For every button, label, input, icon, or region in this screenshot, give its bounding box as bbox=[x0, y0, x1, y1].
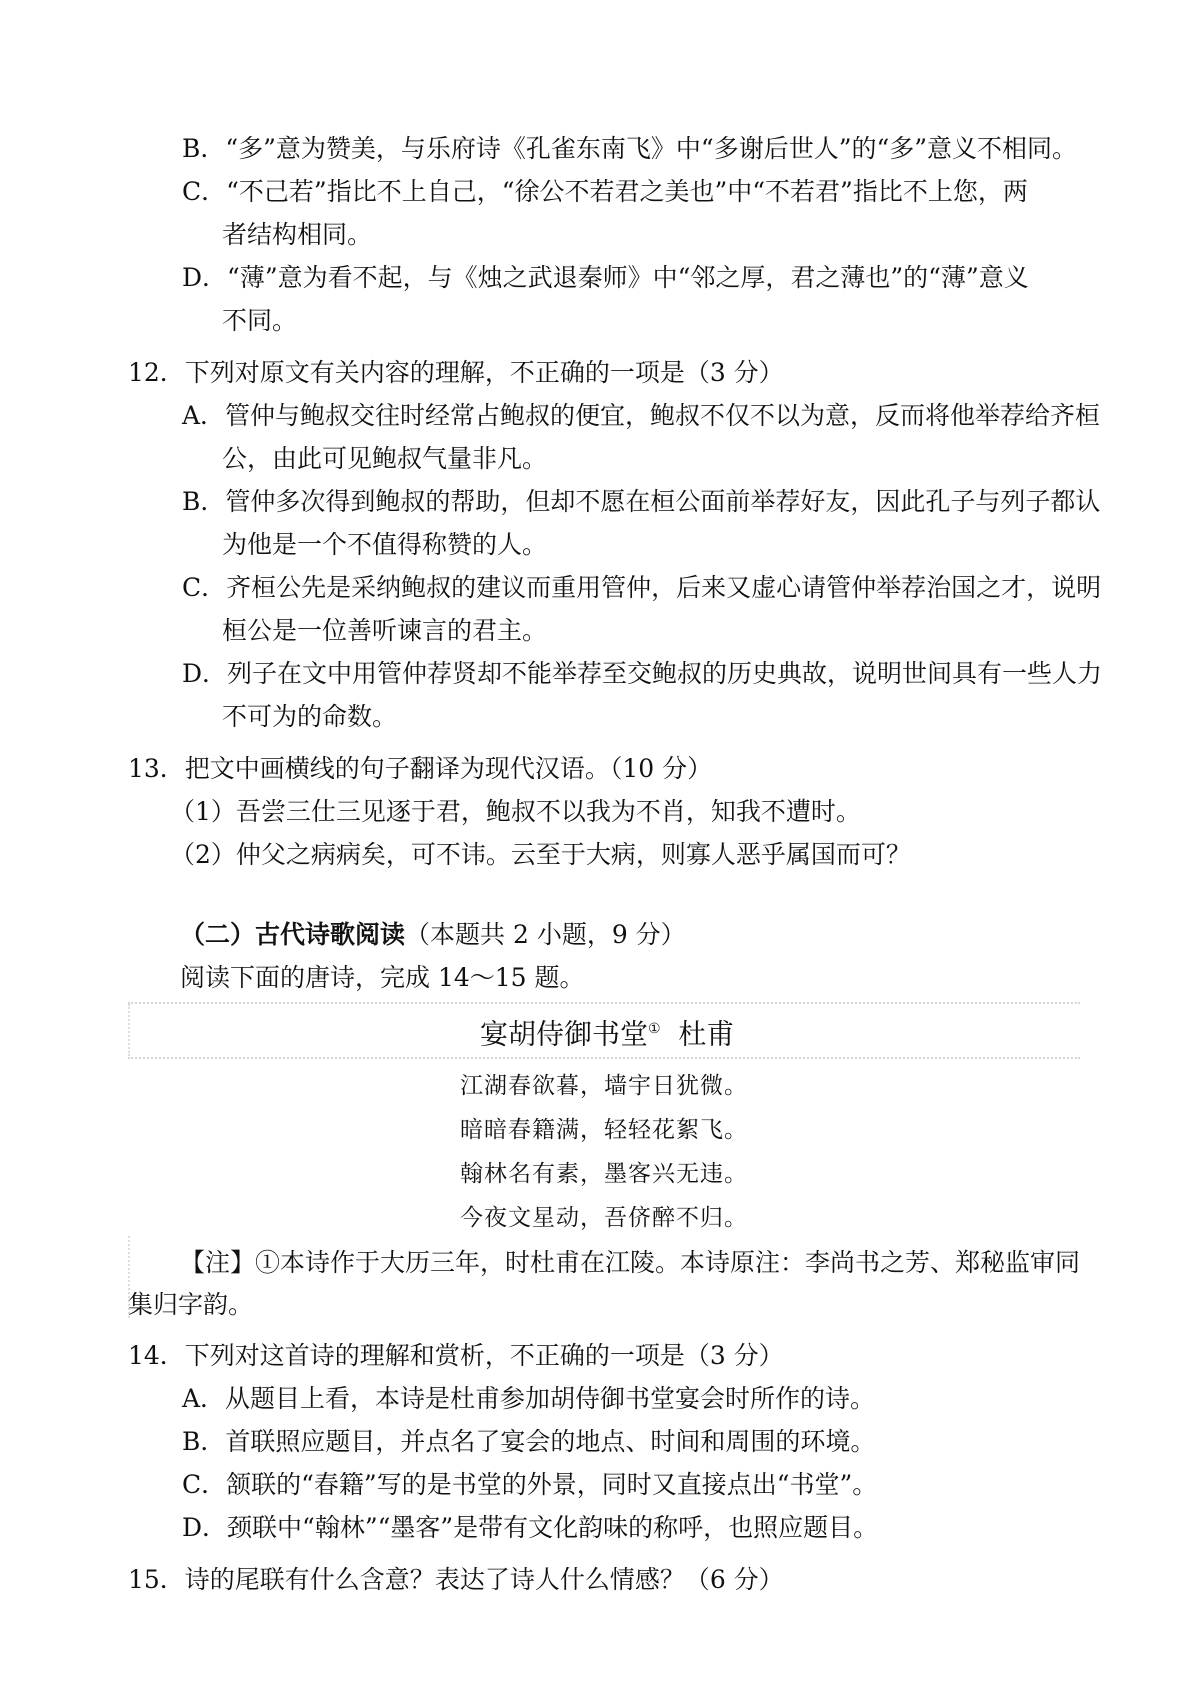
poem-note-cont: 集归字韵。 bbox=[128, 1290, 254, 1319]
q14-option-d: D．颈联中“翰林”“墨客”是带有文化韵味的称呼，也照应题目。 bbox=[182, 1513, 879, 1542]
q12-option-b: B．管仲多次得到鲍叔的帮助，但却不愿在桓公面前举荐好友，因此孔子与列子都认 bbox=[182, 487, 1101, 516]
q13-stem: 13．把文中画横线的句子翻译为现代汉语。（10 分） bbox=[128, 754, 713, 783]
poem-line: 今夜文星动，吾侪醉不归。 bbox=[460, 1205, 748, 1231]
q12-option-a-cont: 公，由此可见鲍叔气量非凡。 bbox=[222, 444, 548, 473]
section-title: （二）古代诗歌阅读 bbox=[180, 920, 406, 949]
q13-sentence-2: （2）仲父之病病矣，可不讳。云至于大病，则寡人恶乎属国而可？ bbox=[170, 840, 911, 869]
q13-sentence-1: （1）吾尝三仕三见逐于君，鲍叔不以我为不肖，知我不遭时。 bbox=[170, 797, 861, 826]
q12-option-a: A．管仲与鲍叔交往时经常占鲍叔的便宜，鲍叔不仅不以为意，反而将他举荐给齐桓 bbox=[182, 401, 1101, 430]
poem-note: 【注】①本诗作于大历三年，时杜甫在江陵。本诗原注：李尚书之芳、郑秘监审同 bbox=[180, 1248, 1081, 1277]
q11-option-c: C．“不己若”指比不上自己，“徐公不若君之美也”中“不若君”指比不上您，两 bbox=[182, 177, 1028, 206]
q12-stem: 12．下列对原文有关内容的理解，不正确的一项是（3 分） bbox=[128, 358, 784, 387]
poem-line: 江湖春欲暮，墙宇日犹微。 bbox=[460, 1073, 748, 1099]
q11-option-c-cont: 者结构相同。 bbox=[222, 220, 373, 249]
q14-option-b: B．首联照应题目，并点名了宴会的地点、时间和周围的环境。 bbox=[182, 1427, 876, 1456]
q14-option-a: A．从题目上看，本诗是杜甫参加胡侍御书堂宴会时所作的诗。 bbox=[182, 1384, 876, 1413]
divider bbox=[128, 1057, 1080, 1059]
q11-option-d-cont: 不同。 bbox=[222, 306, 298, 335]
poem-title bbox=[480, 1012, 734, 1051]
q12-option-c-cont: 桓公是一位善听谏言的君主。 bbox=[222, 616, 548, 645]
q14-option-c: C．颔联的“春籍”写的是书堂的外景，同时又直接点出“书堂”。 bbox=[182, 1470, 878, 1499]
q11-option-d: D．“薄”意为看不起，与《烛之武退秦师》中“邻之厚，君之薄也”的“薄”意义 bbox=[182, 263, 1029, 292]
q12-option-c: C．齐桓公先是采纳鲍叔的建议而重用管仲，后来又虚心请管仲举荐治国之才，说明 bbox=[182, 573, 1102, 602]
poem-author: 杜甫 bbox=[678, 1017, 735, 1051]
q14-stem: 14．下列对这首诗的理解和赏析，不正确的一项是（3 分） bbox=[128, 1341, 784, 1370]
q11-option-b: B．“多”意为赞美，与乐府诗《孔雀东南飞》中“多谢后世人”的“多”意义不相同。 bbox=[182, 134, 1078, 163]
divider bbox=[128, 1002, 1080, 1004]
section-intro: 阅读下面的唐诗，完成 14～15 题。 bbox=[180, 963, 585, 992]
divider bbox=[128, 1004, 130, 1056]
q15-stem: 15．诗的尾联有什么含意？表达了诗人什么情感？（6 分） bbox=[128, 1565, 784, 1594]
poem-title-text: 宴胡侍御书堂 bbox=[480, 1017, 649, 1051]
poem-line: 翰林名有素，墨客兴无违。 bbox=[460, 1161, 748, 1187]
q12-option-b-cont: 为他是一个不值得称赞的人。 bbox=[222, 530, 548, 559]
poem-note-mark: ① bbox=[648, 1021, 661, 1037]
q12-option-d-cont: 不可为的命数。 bbox=[222, 702, 398, 731]
poem-line: 暗暗春籍满，轻轻花絮飞。 bbox=[460, 1117, 748, 1143]
section-title-note: （本题共 2 小题，9 分） bbox=[405, 920, 686, 949]
section-heading bbox=[180, 920, 686, 950]
q12-option-d: D．列子在文中用管仲荐贤却不能举荐至交鲍叔的历史典故，说明世间具有一些人力 bbox=[182, 659, 1103, 688]
